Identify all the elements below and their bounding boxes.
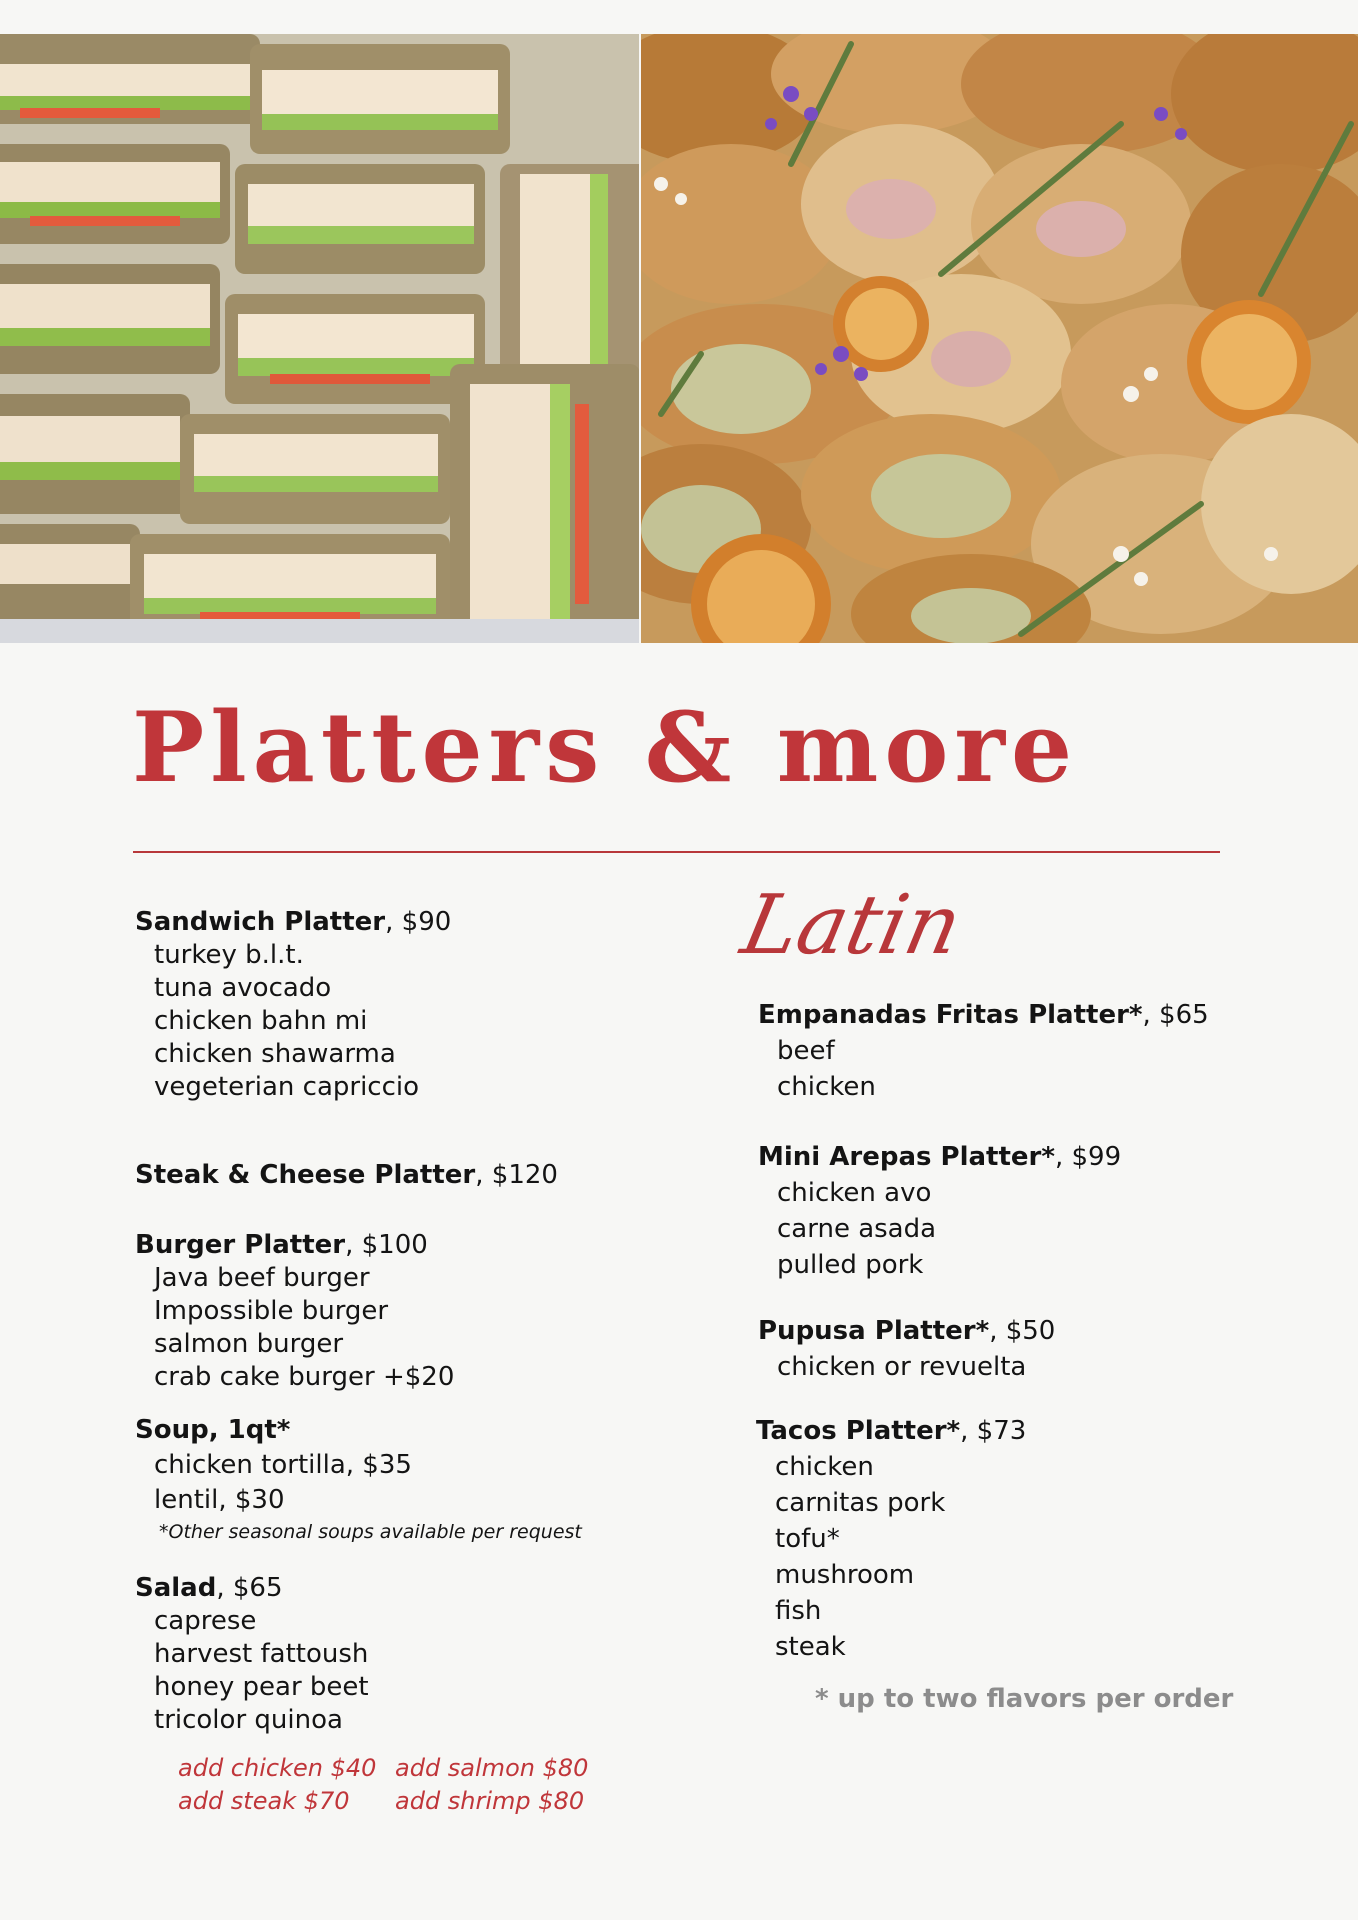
flavor-limit-note: * up to two flavors per order — [815, 1684, 1234, 1714]
sandwich-platter-section — [135, 906, 451, 1104]
title-divider — [133, 851, 1220, 853]
arepas-platter-section — [758, 1139, 1121, 1283]
list-item: harvest fattoush — [154, 1639, 369, 1669]
hero-photos — [0, 34, 1358, 643]
list-item: chicken shawarma — [154, 1039, 396, 1069]
addon-item: add steak $70 — [178, 1787, 350, 1815]
steak-cheese-platter-heading: Steak & Cheese Platter, $120 — [135, 1160, 558, 1190]
list-item: tuna avocado — [154, 973, 332, 1003]
list-item: tofu* — [775, 1524, 840, 1554]
list-item: steak — [775, 1632, 846, 1662]
tacos-platter-heading: Tacos Platter*, $73 — [756, 1416, 1027, 1446]
list-item: carne asada — [777, 1214, 937, 1244]
sandwich-platter-photo — [0, 34, 639, 643]
soup-section — [135, 1413, 582, 1546]
addon-item: add salmon $80 — [395, 1754, 589, 1782]
latin-section-title: Latin — [734, 878, 970, 973]
list-item: chicken tortilla, $35 — [154, 1450, 412, 1480]
list-item: salmon burger — [154, 1329, 344, 1359]
list-item: beef — [777, 1036, 835, 1066]
salad-heading: Salad, $65 — [135, 1573, 283, 1603]
list-item: Impossible burger — [154, 1296, 389, 1326]
list-item: chicken — [777, 1072, 876, 1102]
list-item: lentil, $30 — [154, 1485, 285, 1515]
list-item: Java beef burger — [154, 1263, 370, 1293]
steak-cheese-platter-section — [135, 1159, 558, 1192]
list-item: vegeterian capriccio — [154, 1072, 420, 1102]
soup-note: *Other seasonal soups available per request — [159, 1521, 582, 1543]
burger-platter-section — [135, 1229, 454, 1394]
list-item: honey pear beet — [154, 1672, 369, 1702]
list-item: chicken — [775, 1452, 874, 1482]
page-title: Platters & more — [132, 691, 1079, 804]
addon-item: add shrimp $80 — [395, 1787, 585, 1815]
list-item: turkey b.l.t. — [154, 940, 304, 970]
pastries — [641, 34, 1358, 643]
list-item: chicken or revuelta — [777, 1352, 1027, 1382]
list-item: chicken bahn mi — [154, 1006, 368, 1036]
pupusa-platter-heading: Pupusa Platter*, $50 — [758, 1316, 1056, 1346]
empanadas-platter-section — [758, 997, 1209, 1105]
soup-heading: Soup, 1qt* — [135, 1415, 291, 1445]
list-item: pulled pork — [777, 1250, 924, 1280]
sandwich-platter-heading: Sandwich Platter, $90 — [135, 907, 452, 937]
pupusa-platter-section — [758, 1313, 1055, 1385]
addon-item: add chicken $40 — [178, 1754, 377, 1782]
salad-section — [135, 1572, 369, 1737]
arepas-platter-heading: Mini Arepas Platter*, $99 — [758, 1142, 1122, 1172]
list-item: crab cake burger +$20 — [154, 1362, 455, 1392]
empanadas-platter-heading: Empanadas Fritas Platter*, $65 — [758, 1000, 1209, 1030]
burger-platter-heading: Burger Platter, $100 — [135, 1230, 428, 1260]
list-item: chicken avo — [777, 1178, 932, 1208]
tacos-platter-section — [756, 1413, 1026, 1665]
list-item: mushroom — [775, 1560, 915, 1590]
pastry-platter-photo — [641, 34, 1358, 643]
list-item: fish — [775, 1596, 822, 1626]
list-item: caprese — [154, 1606, 257, 1636]
list-item: tricolor quinoa — [154, 1705, 343, 1735]
salad-addons — [178, 1752, 612, 1818]
list-item: carnitas pork — [775, 1488, 946, 1518]
